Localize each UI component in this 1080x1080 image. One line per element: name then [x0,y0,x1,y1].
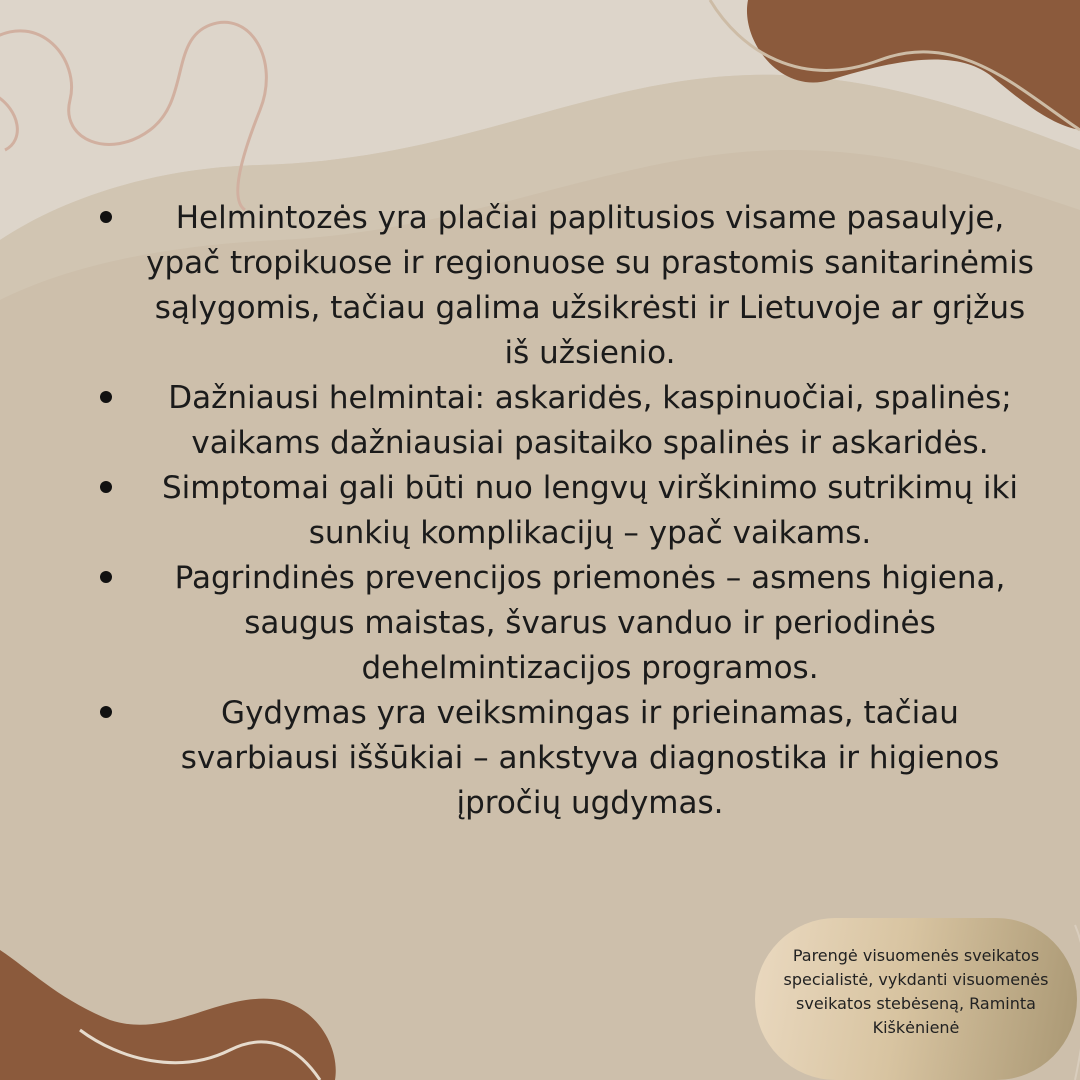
bullet-text: Simptomai gali būti nuo lengvų virškinimo sutrikimų iki sunkių komplikacijų – ypač vaikams. [161,470,1019,551]
bullet-item [90,691,1050,826]
bullet-dot-icon [100,391,112,403]
bullet-dot-icon [100,211,112,223]
author-credit-badge [755,918,1077,1080]
bullet-item [90,376,1050,466]
bullet-list [90,196,1050,826]
bullet-dot-icon [100,481,112,493]
bullet-text: Gydymas yra veiksmingas ir prieinamas, tačiau svarbiausi iššūkiai – ankstyva diagnostika ir higienos įpročių ugdymas. [180,695,1000,821]
bullet-item [90,466,1050,556]
bullet-item [90,556,1050,691]
bullet-dot-icon [100,571,112,583]
bullet-text: Pagrindinės prevencijos priemonės – asmens higiena, saugus maistas, švarus vanduo ir periodinės dehelmintizacijos programos. [174,560,1006,686]
bullet-text: Helmintozės yra plačiai paplitusios visame pasaulyje, ypač tropikuose ir regionuose su prastomis sanitarinėmis sąlygomis, tačiau galima užsikrėsti ir Lietuvoje ar grįžus iš užsienio. [146,200,1034,371]
bullet-dot-icon [100,706,112,718]
bullet-item [90,196,1050,376]
author-credit-text: Parengė visuomenės sveikatos specialistė, vykdanti visuomenės sveikatos stebėseną, Raminta Kiškėnienė [783,946,1049,1037]
bottom-left-brown-blob [0,950,336,1080]
bullet-text: Dažniausi helmintai: askaridės, kaspinuočiai, spalinės; vaikams dažniausiai pasitaiko spalinės ir askaridės. [168,380,1012,461]
